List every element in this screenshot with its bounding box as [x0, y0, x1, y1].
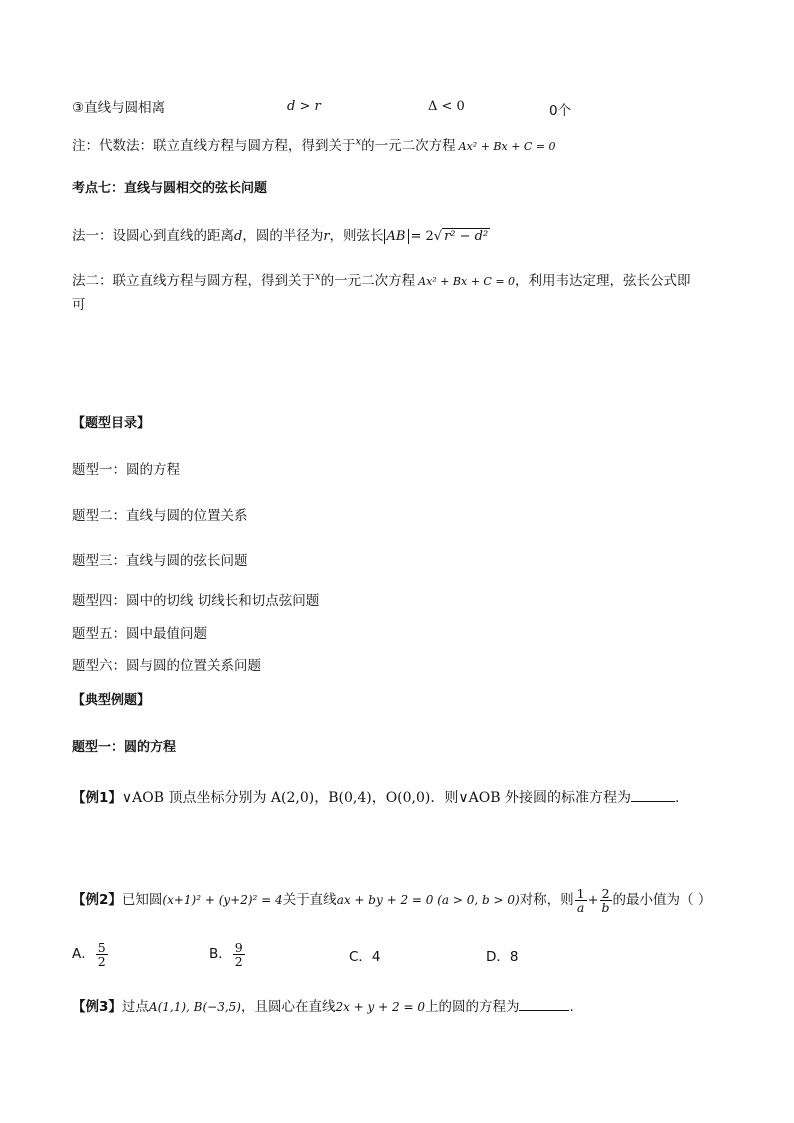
example-3-line-eq: 2x + y + 2 = 0 [335, 1000, 425, 1014]
method2-line [72, 272, 691, 291]
option-a-den: 2 [97, 953, 106, 969]
example-2 [72, 885, 711, 915]
example-1-label: 【例1】 [72, 790, 122, 806]
method2-text3: ，利用韦达定理，弦长公式即 [515, 273, 691, 289]
catalog-item-3: 题型三：直线与圆的弦长问题 [72, 553, 248, 569]
method1-r: r [323, 229, 330, 244]
method1-text2: ，圆的半径为 [242, 228, 324, 244]
example-2-frac-2 [600, 887, 612, 914]
example-3-answer-blank[interactable] [519, 998, 569, 1011]
catalog-heading: 【题型目录】 [72, 416, 151, 431]
example-2-plus: + [587, 893, 599, 908]
example-2-frac-1 [575, 887, 587, 914]
catalog-item-4: 题型四：圆中的切线 切线长和切点弦问题 [72, 593, 320, 609]
example-2-text3: 对称，则 [519, 892, 574, 908]
method1-text3: ，则弦长 [329, 228, 384, 244]
example-2-text4: 的最小值为（ ） [612, 892, 712, 908]
example-3-text3: 上的圆的方程为 [424, 999, 520, 1015]
method1-d: d [234, 229, 243, 244]
option-a[interactable] [72, 937, 109, 971]
frac-2-num: 2 [600, 887, 612, 901]
example-3 [72, 998, 574, 1016]
frac-2-den: b [601, 899, 610, 915]
method2-var: x [315, 271, 321, 283]
method1-text: 法一：设圆心到直线的距离 [72, 228, 234, 244]
frac-1-num: 1 [576, 885, 585, 901]
option-a-frac [96, 941, 108, 968]
method2-line2: 可 [72, 297, 86, 313]
example-1-text: ∨AOB 顶点坐标分别为 A(2,0)，B(0,4)，O(0,0)．则∨AOB 外接圆的标准方程为 [121, 790, 631, 806]
catalog-item-2: 题型二：直线与圆的位置关系 [72, 508, 248, 524]
note-text: 注：代数法：联立直线方程与圆方程，得到关于 [72, 138, 356, 154]
method2-equation: Ax² + Bx + C = 0 [418, 275, 516, 288]
example-2-line-eq: ax + by + 2 = 0 (a > 0, b > 0) [336, 893, 520, 907]
examples-heading: 【典型例题】 [72, 693, 151, 708]
row-separate-count: 0个 [549, 103, 572, 119]
method1-sqrt: √ r² − d² [433, 229, 489, 244]
topic7-title: 考点七：直线与圆相交的弦长问题 [72, 181, 268, 196]
method1-formula-rad: r² − d² [444, 229, 489, 244]
example-1-end: . [674, 790, 680, 806]
option-b-num: 9 [234, 939, 243, 955]
row-separate-discriminant: Δ < 0 [428, 99, 465, 114]
catalog-item-6: 题型六：圆与圆的位置关系问题 [72, 658, 261, 674]
option-b[interactable] [209, 937, 246, 971]
example-3-text: 过点 [121, 999, 149, 1015]
method1-formula-mid: = 2 [410, 229, 434, 244]
example-3-text2: ，且圆心在直线 [240, 999, 336, 1015]
example-3-label: 【例3】 [72, 999, 122, 1015]
row-separate-label: ③直线与圆相离 [72, 100, 166, 116]
example-2-text: 已知圆 [121, 892, 163, 908]
option-d[interactable]: D．8 [486, 949, 519, 965]
method1-formula-lhs: AB [384, 229, 409, 244]
method1-line [72, 227, 490, 246]
option-a-num: 5 [97, 939, 106, 955]
method2-text2: 的一元二次方程 [320, 273, 416, 289]
note-equation: Ax² + Bx + C = 0 [458, 140, 556, 153]
example-2-circle: (x+1)² + (y+2)² = 4 [162, 893, 283, 907]
example-3-end: . [569, 999, 574, 1015]
row-separate-distance: d > r [287, 99, 321, 114]
note-var: x [355, 136, 362, 148]
example-1 [72, 789, 679, 807]
example-2-text2: 关于直线 [282, 892, 337, 908]
example-3-points: A(1,1), B(−3,5) [148, 1000, 241, 1014]
type1-heading: 题型一：圆的方程 [72, 740, 177, 755]
note-text2: 的一元二次方程 [361, 138, 456, 154]
option-c[interactable]: C．4 [349, 949, 381, 965]
option-a-label: A． [72, 946, 95, 962]
row-separate [72, 99, 165, 117]
option-b-label: B． [209, 946, 232, 962]
frac-1-den: a [576, 899, 585, 915]
catalog-item-1: 题型一：圆的方程 [72, 462, 180, 478]
option-b-frac [233, 941, 245, 968]
note-line [72, 137, 556, 156]
method2-text: 法二：联立直线方程与圆方程，得到关于 [72, 273, 315, 289]
example-2-label: 【例2】 [72, 892, 122, 908]
option-b-den: 2 [234, 953, 243, 969]
catalog-item-5: 题型五：圆中最值问题 [72, 626, 207, 642]
example-1-answer-blank[interactable] [631, 789, 675, 802]
